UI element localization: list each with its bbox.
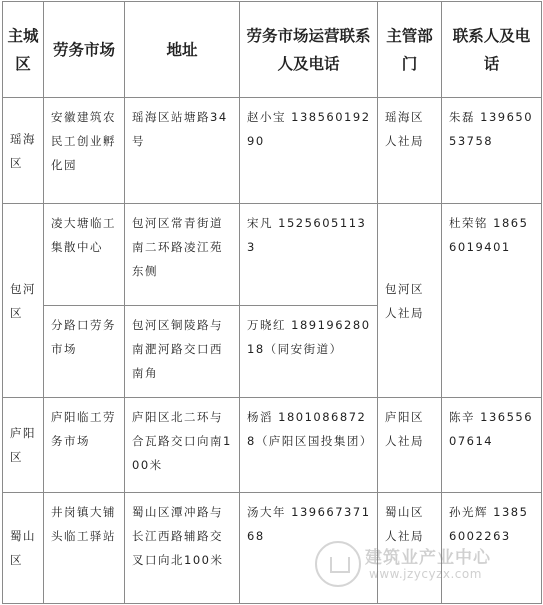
header-operator: 劳务市场运营联系人及电话 bbox=[240, 2, 378, 98]
district-cell: 包河区 bbox=[3, 204, 44, 398]
operator-cell: 杨滔 18010868728（庐阳区国投集团） bbox=[240, 398, 378, 493]
address-cell: 包河区常青街道南二环路凌江苑东侧 bbox=[125, 204, 240, 306]
operator-cell: 宋凡 15256051133 bbox=[240, 204, 378, 306]
department-cell: 蜀山区人社局 bbox=[378, 493, 442, 604]
department-cell: 瑶海区人社局 bbox=[378, 98, 442, 204]
header-district: 主城区 bbox=[3, 2, 44, 98]
operator-cell: 万晓红 18919628018（同安街道） bbox=[240, 306, 378, 398]
address-cell: 蜀山区潭冲路与长江西路辅路交叉口向北100米 bbox=[125, 493, 240, 604]
header-address: 地址 bbox=[125, 2, 240, 98]
labor-market-table bbox=[2, 1, 542, 604]
table-row bbox=[3, 204, 542, 306]
table-row bbox=[3, 98, 542, 204]
market-cell: 井岗镇大铺头临工驿站 bbox=[44, 493, 125, 604]
contact-cell: 朱磊 13965053758 bbox=[442, 98, 542, 204]
table-row bbox=[3, 493, 542, 604]
market-cell: 安徽建筑农民工创业孵化园 bbox=[44, 98, 125, 204]
district-cell: 蜀山区 bbox=[3, 493, 44, 604]
watermark-title: 建筑业产业中心 bbox=[365, 548, 491, 568]
operator-cell: 汤大年 13966737168 bbox=[240, 493, 378, 604]
table-row bbox=[3, 398, 542, 493]
address-cell: 包河区铜陵路与南淝河路交口西南角 bbox=[125, 306, 240, 398]
header-department: 主管部门 bbox=[378, 2, 442, 98]
department-cell: 庐阳区人社局 bbox=[378, 398, 442, 493]
department-cell: 包河区人社局 bbox=[378, 204, 442, 398]
district-cell: 瑶海区 bbox=[3, 98, 44, 204]
operator-cell: 赵小宝 13856019290 bbox=[240, 98, 378, 204]
district-cell: 庐阳区 bbox=[3, 398, 44, 493]
market-cell: 庐阳临工劳务市场 bbox=[44, 398, 125, 493]
header-contact: 联系人及电话 bbox=[442, 2, 542, 98]
header-market: 劳务市场 bbox=[44, 2, 125, 98]
contact-cell: 陈辛 13655607614 bbox=[442, 398, 542, 493]
market-cell: 凌大塘临工集散中心 bbox=[44, 204, 125, 306]
market-cell: 分路口劳务市场 bbox=[44, 306, 125, 398]
watermark-url: www.jzycyzx.com bbox=[369, 567, 482, 581]
contact-cell: 孙光辉 13856002263 bbox=[442, 493, 542, 604]
contact-cell: 杜荣铭 18656019401 bbox=[442, 204, 542, 398]
header-row bbox=[3, 2, 542, 98]
address-cell: 庐阳区北二环与合瓦路交口向南100米 bbox=[125, 398, 240, 493]
address-cell: 瑶海区站塘路34号 bbox=[125, 98, 240, 204]
